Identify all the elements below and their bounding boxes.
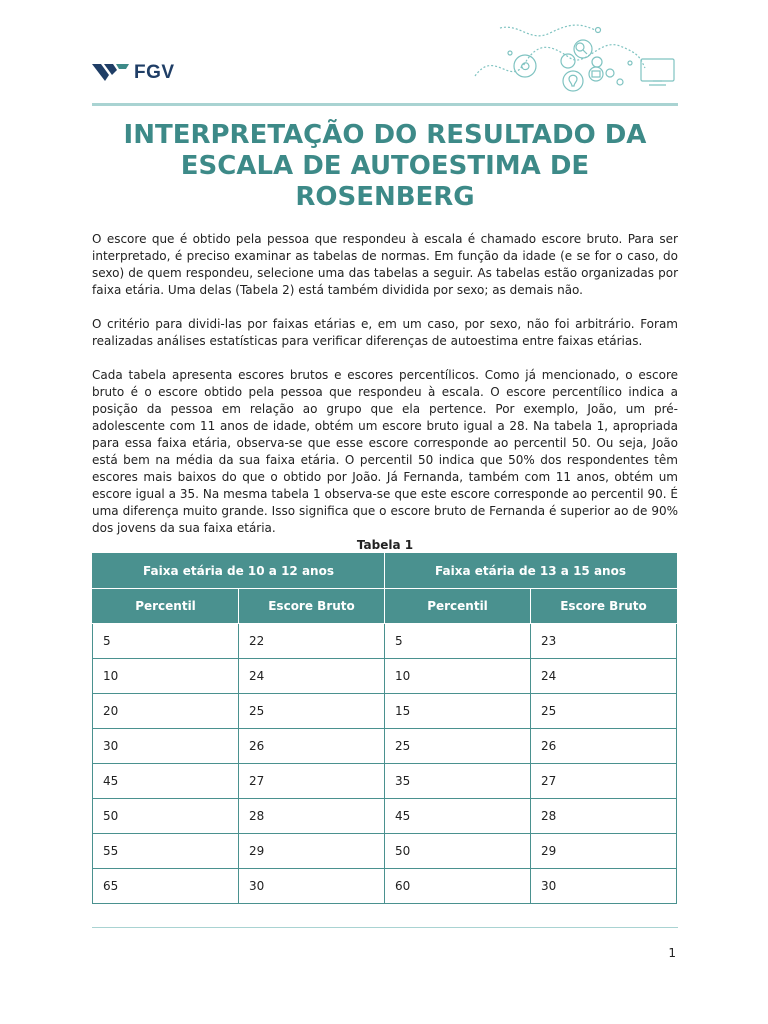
table-cell: 24 [531, 659, 677, 694]
table-row [93, 694, 677, 729]
table-row [93, 764, 677, 799]
table-group-header-row [93, 554, 677, 589]
table-cell: 45 [385, 799, 531, 834]
table-cell: 65 [93, 869, 239, 904]
table-cell: 5 [93, 624, 239, 659]
table-cell: 23 [531, 624, 677, 659]
table-row [93, 729, 677, 764]
paragraph-1: O escore que é obtido pela pessoa que respondeu à escala é chamado escore bruto. Para ser interpretado, é preciso examinar as tabelas de normas. Em função da idade (e se for o caso, do sexo) de quem respondeu, selecione uma das tabelas a seguir. As tabelas estão organizadas por faixa etária. Uma delas (Tabela 2) está também dividida por sexo; as demais não. [92, 232, 678, 297]
logo-text: FGV [134, 62, 175, 83]
table-cell: 29 [531, 834, 677, 869]
table-cell: 30 [93, 729, 239, 764]
body-text [92, 231, 678, 554]
table-cell: 15 [385, 694, 531, 729]
page-header [0, 0, 768, 110]
table-cell: 20 [93, 694, 239, 729]
footer-divider [92, 927, 678, 928]
table-cell: 26 [239, 729, 385, 764]
technology-illustration-icon [470, 18, 680, 100]
table-cell: 28 [239, 799, 385, 834]
fgv-logo-mark-icon [92, 62, 130, 84]
table-cell: 29 [239, 834, 385, 869]
table-cell: 27 [531, 764, 677, 799]
table-row [93, 834, 677, 869]
column-header: Escore Bruto [239, 589, 385, 624]
header-divider [92, 103, 678, 106]
table-cell: 27 [239, 764, 385, 799]
table-cell: 25 [239, 694, 385, 729]
column-header: Percentil [93, 589, 239, 624]
table-row [93, 869, 677, 904]
group-header-13-15: Faixa etária de 13 a 15 anos [385, 554, 677, 589]
table-cell: 22 [239, 624, 385, 659]
page-number: 1 [668, 946, 676, 960]
table-cell: 45 [93, 764, 239, 799]
table-cell: 5 [385, 624, 531, 659]
page-title: INTERPRETAÇÃO DO RESULTADO DA ESCALA DE AUTOESTIMA DE ROSENBERG [123, 120, 647, 212]
table-column-header-row [93, 589, 677, 624]
table-cell: 25 [531, 694, 677, 729]
table-caption: Tabela 1 [356, 538, 414, 552]
fgv-logo [92, 62, 175, 84]
table-cell: 55 [93, 834, 239, 869]
group-header-10-12: Faixa etária de 10 a 12 anos [93, 554, 385, 589]
table-cell: 50 [93, 799, 239, 834]
table-row [93, 799, 677, 834]
table-cell: 30 [531, 869, 677, 904]
table-cell: 35 [385, 764, 531, 799]
table-row [93, 624, 677, 659]
paragraph-2: O critério para dividi-las por faixas etárias e, em um caso, por sexo, não foi arbitrário. Foram realizadas análises estatísticas para verificar diferenças de autoestima entre faixas etárias. [92, 317, 678, 348]
table-cell: 28 [531, 799, 677, 834]
table-cell: 10 [385, 659, 531, 694]
column-header: Percentil [385, 589, 531, 624]
table-cell: 26 [531, 729, 677, 764]
table-row [93, 659, 677, 694]
table-cell: 24 [239, 659, 385, 694]
table-cell: 50 [385, 834, 531, 869]
table-cell: 10 [93, 659, 239, 694]
table-cell: 30 [239, 869, 385, 904]
column-header: Escore Bruto [531, 589, 677, 624]
table-cell: 25 [385, 729, 531, 764]
table-cell: 60 [385, 869, 531, 904]
norms-table [92, 553, 677, 904]
paragraph-3: Cada tabela apresenta escores brutos e escores percentílicos. Como já mencionado, o escore bruto é o escore obtido pela pessoa que respondeu à escala. O escore percentílico indica a posição da pessoa em relação ao grupo que ela pertence. Por exemplo, João, um pré-adolescente com 11 anos de idade, obtém um escore bruto igual a 28. Na tabela 1, apropriada para essa faixa etária, observa-se que esse escore corresponde ao percentil 50. Ou seja, João está bem na média da sua faixa etária. O percentil 50 indica que 50% dos respondentes têm escores mais baixos do que o obtido por João. Já Fernanda, também com 11 anos, obtém um escore igual a 35. Na mesma tabela 1 observa-se que este escore corresponde ao percentil 90. É uma diferença muito grande. Isso significa que o escore bruto de Fernanda é superior ao de 90% dos jovens da sua faixa etária. [92, 368, 678, 535]
